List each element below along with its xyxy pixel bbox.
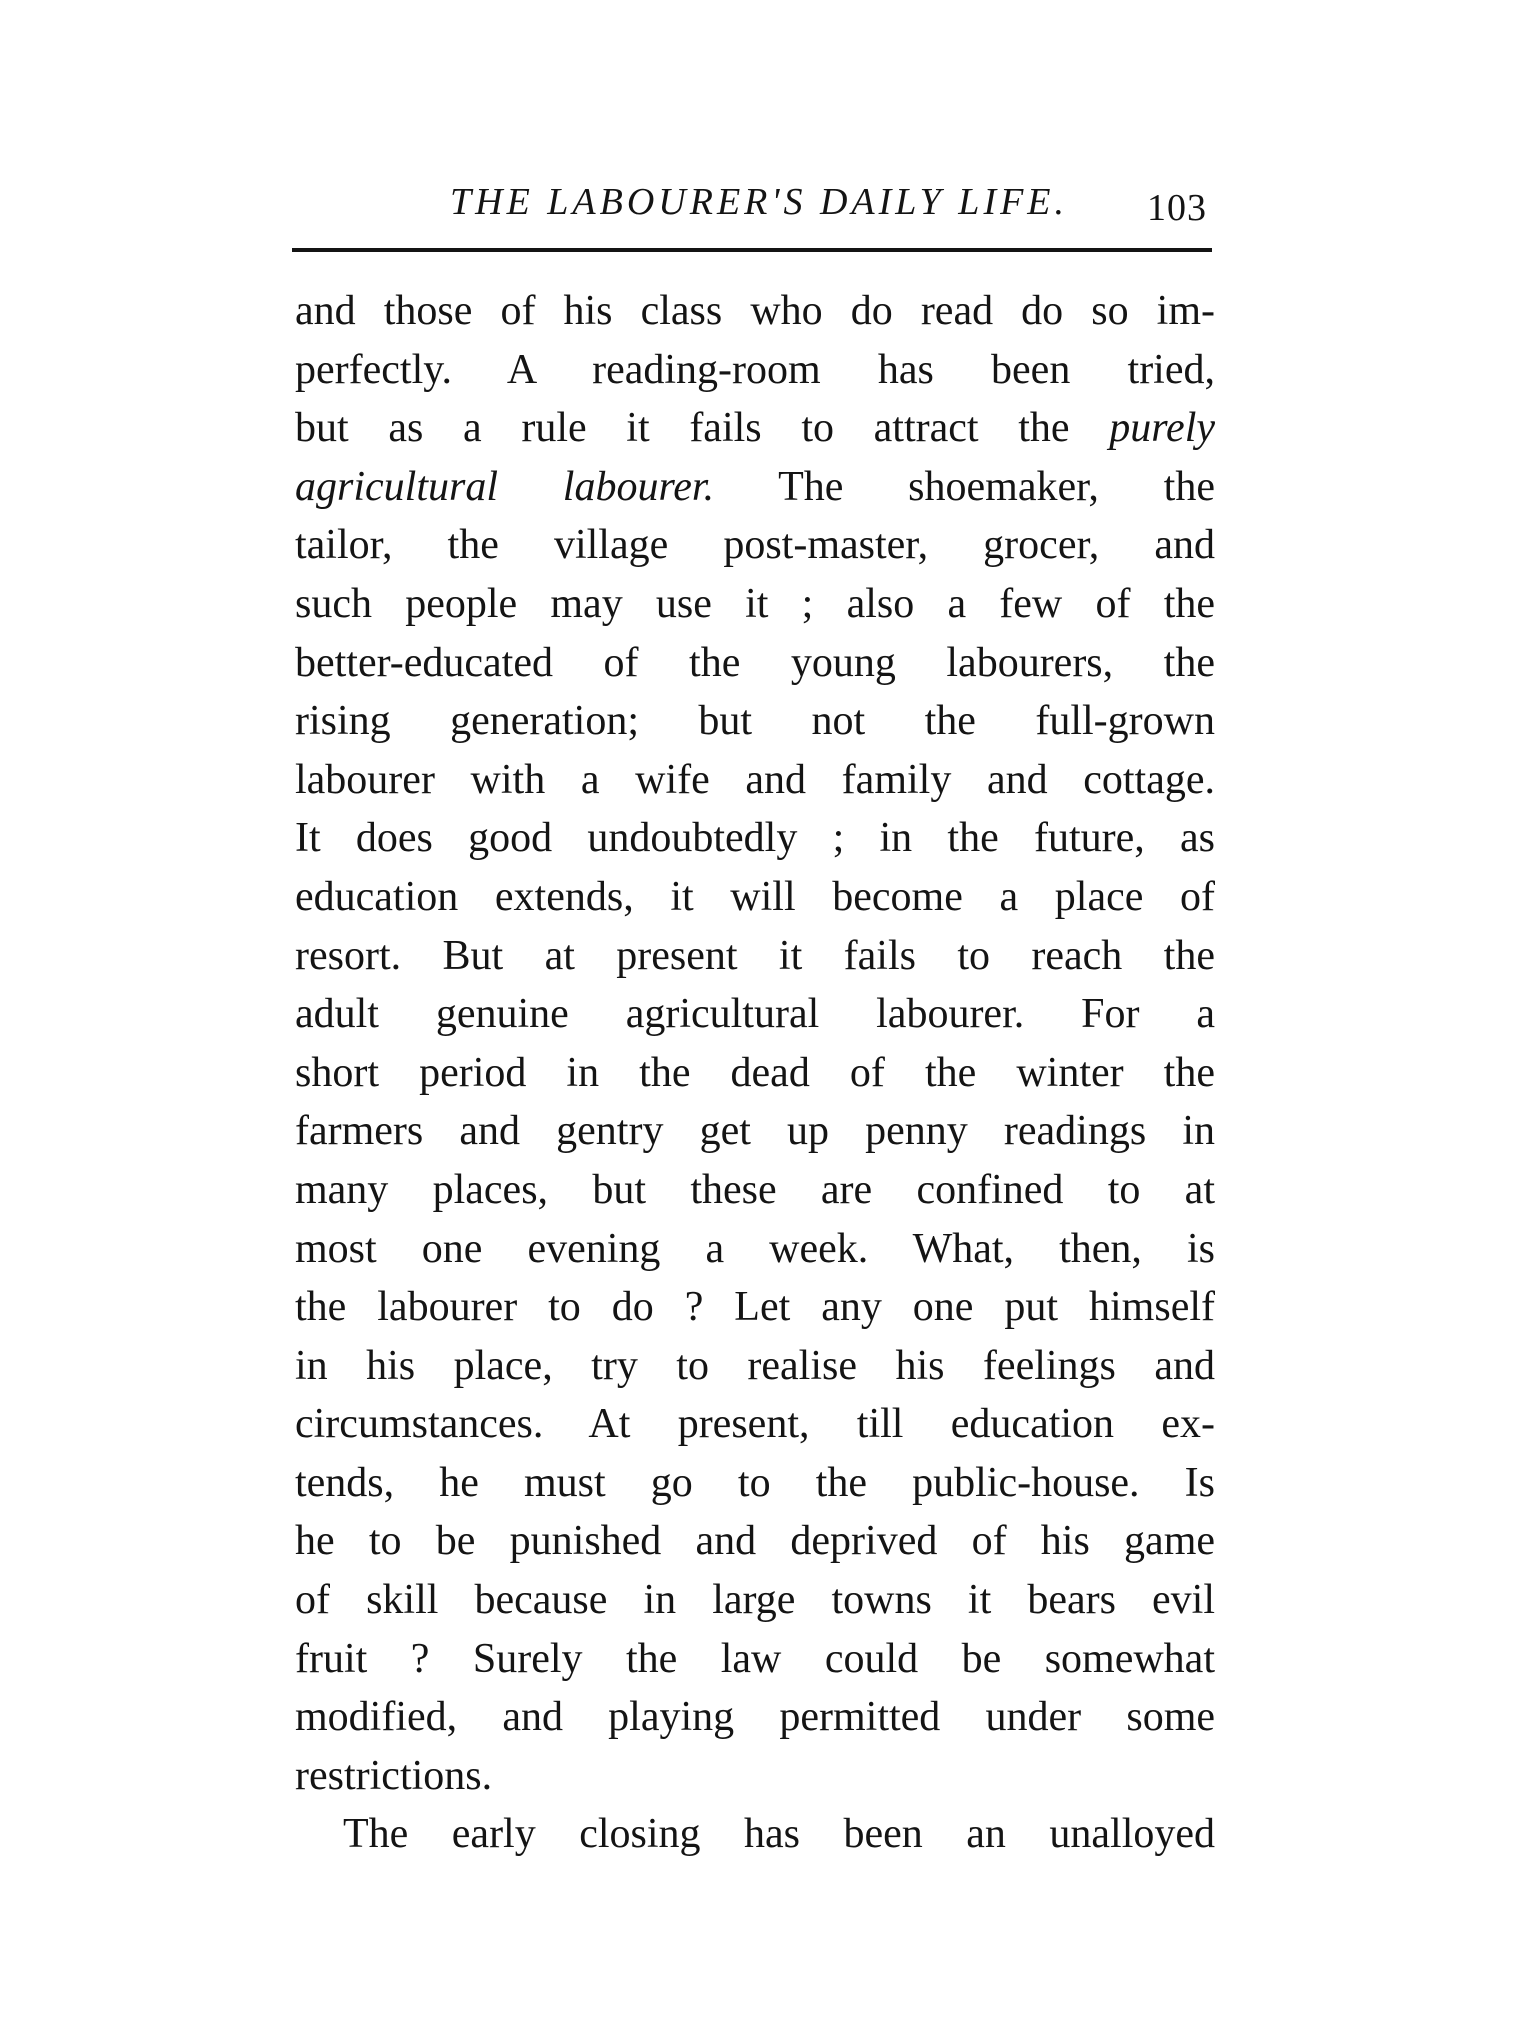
text-line: fruit ? Surely the law could be somewhat <box>295 1635 1215 1682</box>
italic-text: purely <box>1109 405 1215 452</box>
text-line: tends, he must go to the public-house. Is <box>295 1459 1215 1506</box>
text-line: circumstances. At present, till education ex- <box>295 1401 1215 1448</box>
text-line: perfectly. A reading-room has been tried, <box>295 346 1215 393</box>
text-line: adult genuine agricultural labourer. For a <box>295 991 1215 1038</box>
text-line: education extends, it will become a place of <box>295 873 1215 920</box>
text-line: many places, but these are confined to at <box>295 1166 1215 1213</box>
text-line: restrictions. <box>295 1752 493 1799</box>
text-line <box>295 399 1215 458</box>
text-line: most one evening a week. What, then, is <box>295 1225 1215 1272</box>
running-title: THE LABOURER'S DAILY LIFE. <box>450 181 1069 223</box>
text-segment: The shoemaker, the <box>778 463 1215 510</box>
text-line: he to be punished and deprived of his game <box>295 1518 1215 1565</box>
text-line: such people may use it ; also a few of the <box>295 580 1215 627</box>
text-line: rising generation; but not the full-grown <box>295 698 1215 745</box>
running-header <box>295 180 1215 240</box>
text-line: labourer with a wife and family and cottage. <box>295 756 1215 803</box>
text-line: in his place, try to realise his feelings and <box>295 1342 1215 1389</box>
header-rule <box>292 248 1212 252</box>
text-line: It does good undoubtedly ; in the future, as <box>295 815 1215 862</box>
text-line <box>295 458 1215 517</box>
text-line: The early closing has been an unalloyed <box>343 1811 1215 1858</box>
text-line: of skill because in large towns it bears evil <box>295 1577 1215 1624</box>
text-line: the labourer to do ? Let any one put himself <box>295 1284 1215 1331</box>
page-number: 103 <box>1147 187 1207 229</box>
text-line: modified, and playing permitted under some <box>295 1694 1215 1741</box>
text-line: better-educated of the young labourers, the <box>295 639 1215 686</box>
text-line: tailor, the village post-master, grocer, and <box>295 522 1215 569</box>
text-line: resort. But at present it fails to reach the <box>295 932 1215 979</box>
text-line: short period in the dead of the winter the <box>295 1049 1215 1096</box>
body-text <box>295 282 1215 1864</box>
text-line: farmers and gentry get up penny readings in <box>295 1108 1215 1155</box>
text-line: and those of his class who do read do so im- <box>295 288 1215 334</box>
text-segment: but as a rule it fails to attract the <box>295 405 1070 452</box>
italic-text: agricultural labourer. <box>295 463 715 510</box>
